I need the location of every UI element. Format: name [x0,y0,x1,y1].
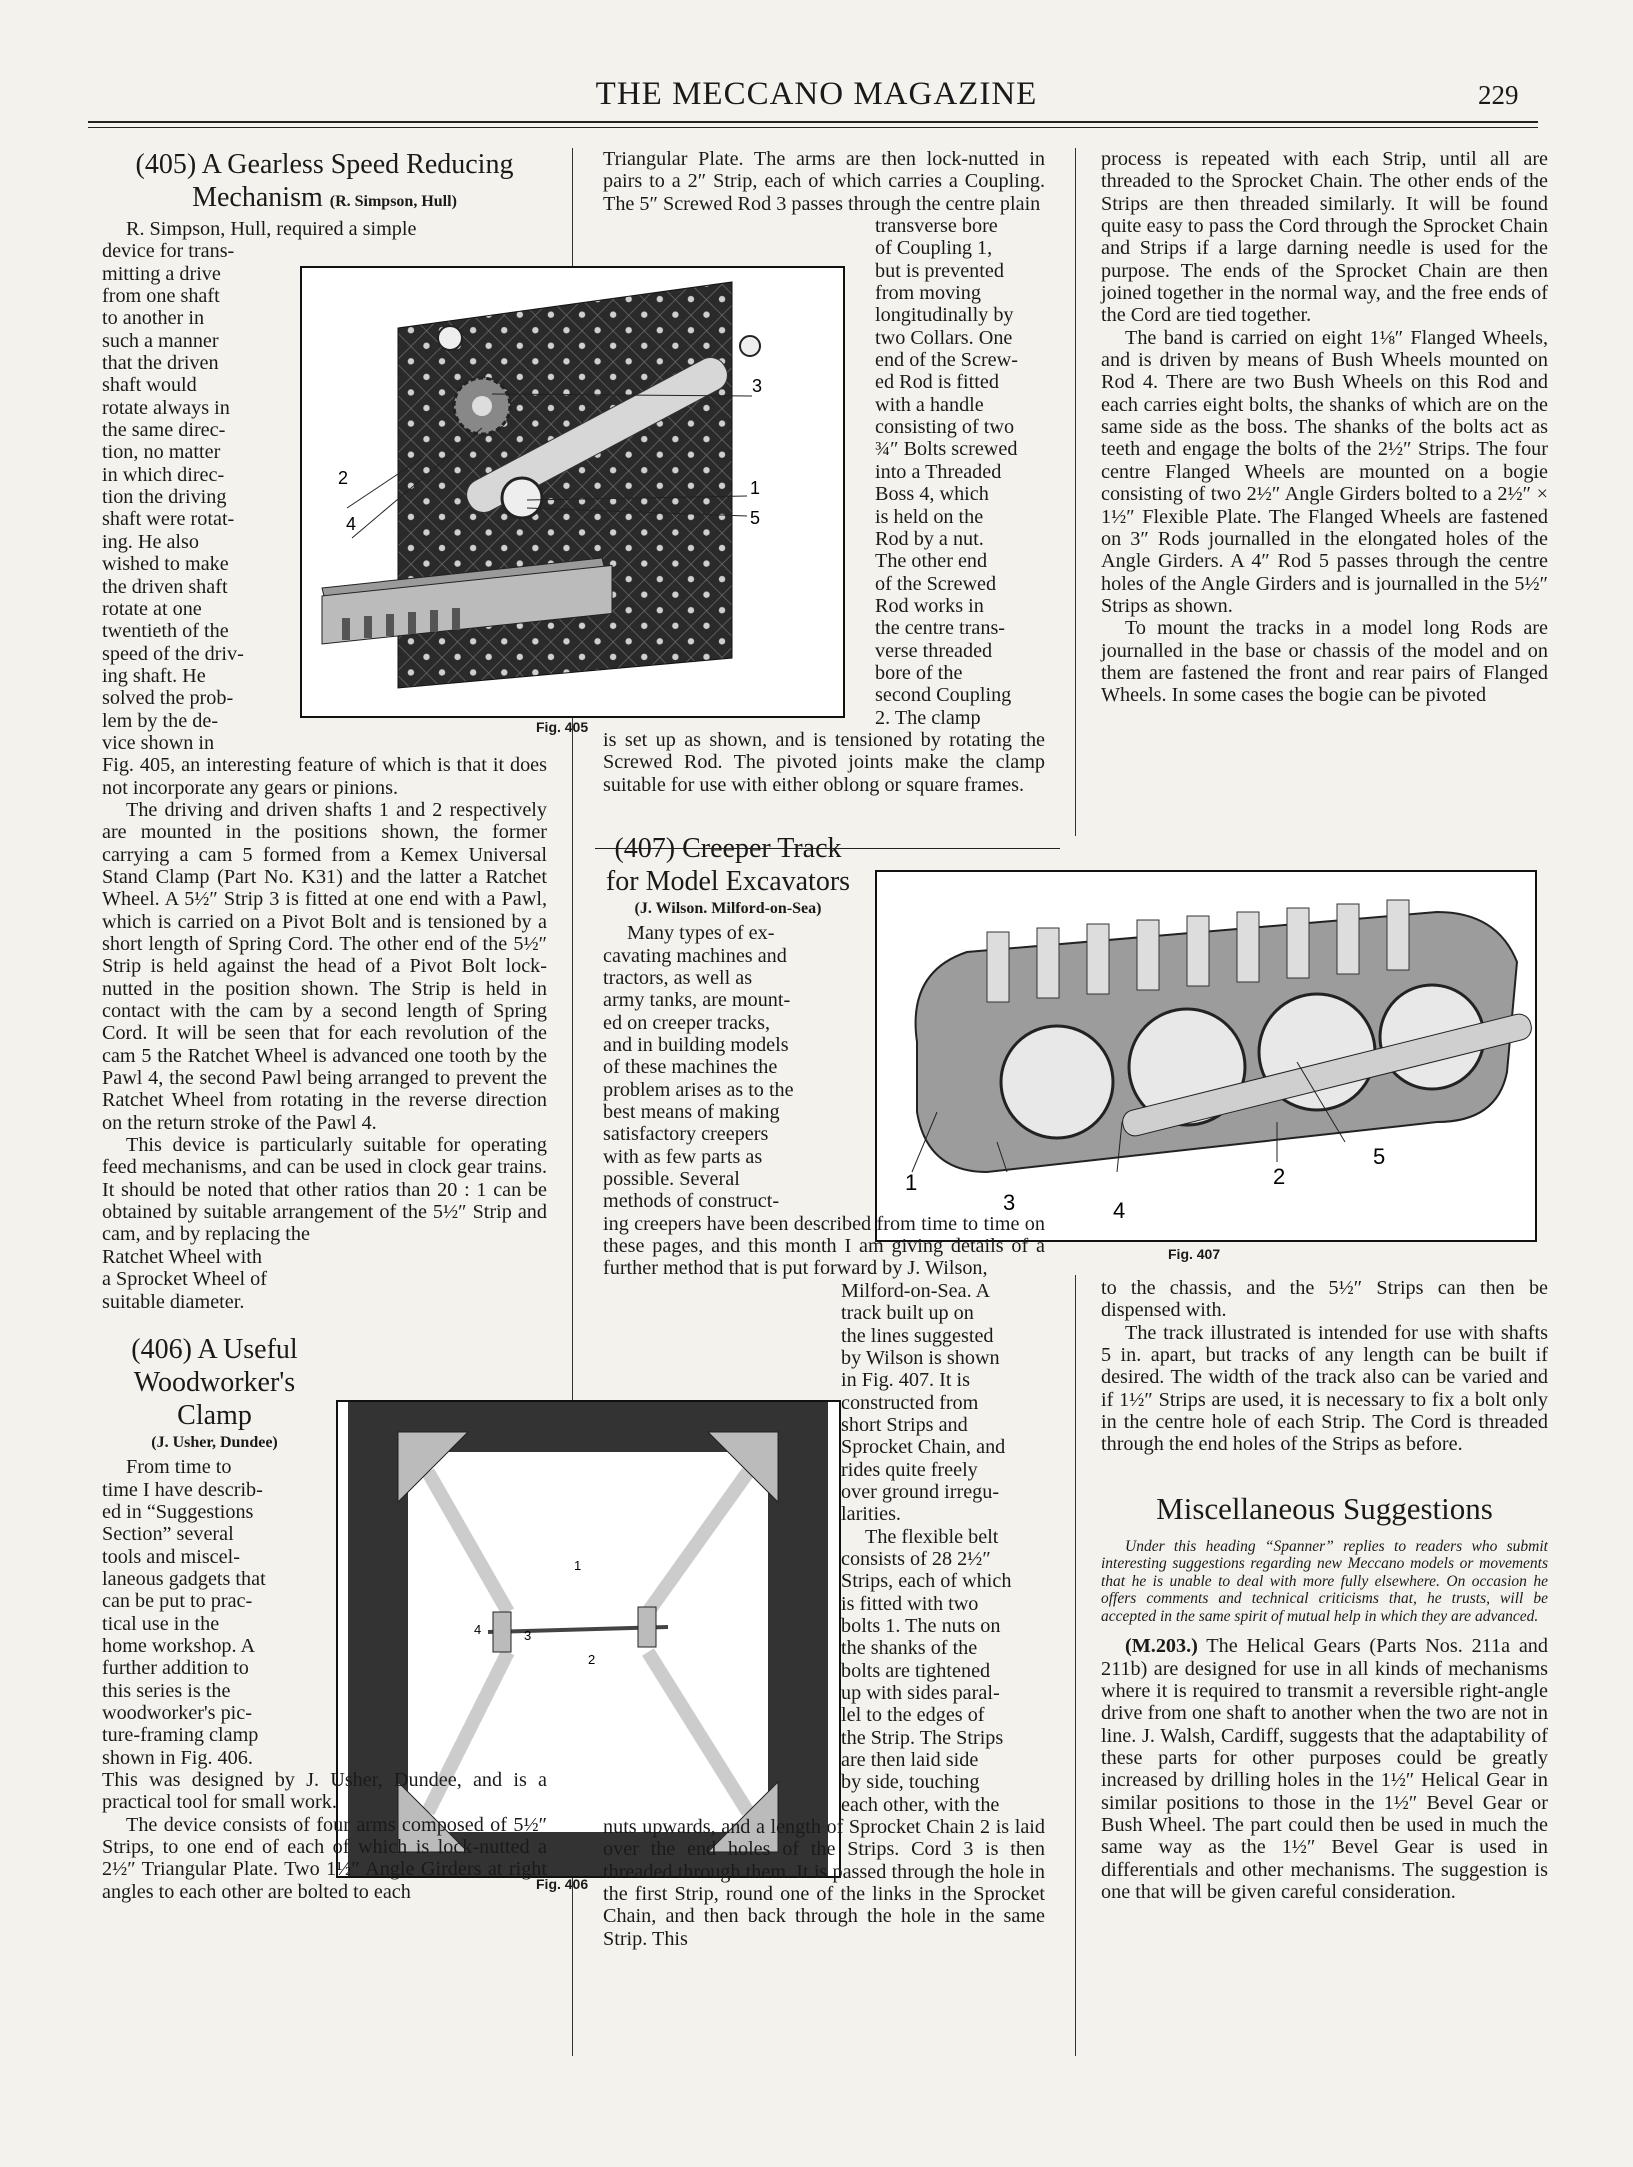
line: ¾″ Bolts screwed [875,438,1018,461]
misc-code: (M.203.) [1125,1635,1198,1658]
line: 2. The clamp [875,706,981,729]
line: the same direc- [102,419,226,442]
line: with as few parts as [603,1145,763,1168]
header-rule-thin [88,127,1538,128]
misc-suggestions-heading: Miscellaneous Suggestions [1156,1490,1493,1526]
line: is held on the [875,505,984,528]
line: shaft would [102,374,197,397]
fig405-label-5: 5 [750,508,761,528]
line: in Fig. 407. It is [841,1369,970,1392]
line: wished to make [102,553,229,576]
fig406-caption: Fig. 406 [536,1876,589,1892]
line: verse threaded [875,639,993,662]
line: rides quite freely [841,1458,978,1481]
line: further addition to [102,1657,249,1680]
section-406 [102,1333,327,1769]
para-406-rest: This was designed by J. Usher, Dundee, and is a practical tool for small work. [102,1769,547,1814]
line: is fitted with two [841,1592,979,1615]
fig405-label-3: 3 [752,376,763,396]
line: transverse bore [875,215,998,238]
para-407-chassis: to the chassis, and the 5½″ Strips can then be dispensed with. [1101,1277,1548,1322]
line: such a manner [102,329,219,352]
line: that the driven [102,352,219,375]
column-3-bottom [1101,1277,1548,1903]
para-405-3: This device is particularly suitable for operating feed mechanisms, and can be used in clock gear trains. It should be noted that other ratios than 20 : 1 can be obtained by suitable arrangement of the 5½″ Strip and cam, and by replacing the [102,1134,547,1246]
line: lem by the de- [102,709,219,732]
line: ed on creeper tracks, [603,1011,771,1034]
fig407-caption: Fig. 407 [1168,1246,1221,1262]
line: best means of making [603,1101,780,1124]
line: by side, touching [841,1771,980,1794]
line: laneous gadgets that [102,1567,266,1590]
line: in which direc- [102,463,225,486]
section-407 [603,832,853,1213]
line: of Coupling 1, [875,237,993,260]
line: with a handle [875,393,984,416]
line: Milford-on-Sea. A [841,1279,991,1302]
line: suitable diameter. [102,1290,245,1313]
line: consists of 28 2½″ [841,1547,991,1570]
line: can be put to prac- [102,1590,253,1613]
line: methods of construct- [603,1190,780,1213]
line: rotate always in [102,396,230,419]
line: satisfactory creepers [603,1123,769,1146]
para-405-2: The driving and driven shafts 1 and 2 respectively are mounted in the positions shown, the former carrying a cam 5 formed from a Kemex Universal Stand Clamp (Part No. K31) and the latter a Ratchet Wheel. A 5½″ Strip 3 is fitted at one end with a Pawl, which is carried on a Pivot Bolt and is tensioned by a short length of Spring Cord. The other end of the 5½″ Strip is held against the head of a Pivot Bolt lock-nutted in the position shown. The Strip is held in contact with the cam by a second length of Spring Cord. It will be seen that for each revolution of the cam 5 the Ratchet Wheel is advanced one tooth by the Pawl 4, the second Pawl being arranged to prevent the Ratchet Wheel from rotating in the reverse direction on the return stroke of the Pawl 4. [102,798,547,1134]
line: are then laid side [841,1749,979,1772]
heading-407: (407) Creeper Track for Model Excavators [605,832,851,897]
para-407-track: The track illustrated is intended for use with shafts 5 in. apart, but tracks of any length can be built if desired. The width of the track also can be varied and if 1½″ Strips are used, it is necessary to fix a bolt only in the centre hole of each Strip. The Cord is threaded through the end holes of the Strips as before. [1101,1321,1548,1456]
line: lel to the edges of [841,1704,985,1727]
line: From time to [126,1456,232,1479]
line: up with sides paral- [841,1682,1000,1704]
para-406-end: is set up as shown, and is tensioned by rotating the Screwed Rod. The pivoted joints make the clamp suitable for use with either oblong or square frames. [603,728,1045,796]
line: The other end [875,550,988,573]
line: cavating machines and [603,944,787,967]
fig406-label-2: 2 [588,1652,596,1667]
fig405-caption: Fig. 405 [536,719,589,735]
line: ing. He also [102,530,199,553]
line: the shanks of the [841,1637,978,1660]
line: short Strips and [841,1413,968,1436]
line: ing shaft. He [102,664,206,687]
para-407-full: ing creepers have been described from time to time on these pages, and this month I am giving details of a further method that is put forward by J. Wilson, [603,1212,1045,1280]
heading-405-text: (405) A Gearless Speed Reducing Mechanism [135,149,514,213]
line: consisting of two [875,416,1015,439]
line: rotate at one [102,597,202,620]
para-406-2: The device consists of four arms composed of 5½″ Strips, to one end of each of which is lock-nutted a 2½″ Triangular Plate. Two 1½″ Angle Girders at right angles to each other are bolted to each [102,1813,547,1903]
line: to another in [102,307,205,330]
para-407-mount: To mount the tracks in a model long Rods are journalled in the base or chassis of the model and on them are fastened the front and rear pairs of Flanged Wheels. In some cases the bogie can be pivoted [1101,617,1548,707]
heading-406: (406) A Useful Woodworker's Clamp [131,1333,298,1431]
line: tion the driving [102,486,227,509]
byline-407: (J. Wilson. Milford-on-Sea) [634,899,822,917]
line: army tanks, are mount- [603,989,791,1012]
line: ture-framing clamp [102,1724,259,1747]
para-407-rest: nuts upwards, and a length of Sprocket Chain 2 is laid over the end holes of the Strips. Cord 3 is then threaded through them. It is passed through the hole in the first Strip, round one of the links in the Sprocket Chain, and then back through the hole in the same Strip. This [603,1816,1045,1950]
para-406-cont-narrow [875,215,1045,729]
line: from one shaft [102,285,220,308]
magazine-title: THE MECCANO MAGAZINE [595,76,1038,112]
para-405-intro: R. Simpson, Hull, required a simple [126,218,417,240]
line: end of the Screw- [875,349,1018,372]
byline-406: (J. Usher, Dundee) [151,1433,278,1451]
line: two Collars. One [875,326,1013,349]
line: Strips, each of which [841,1570,1012,1593]
line: solved the prob- [102,687,234,710]
line: of the Screwed [875,572,997,595]
fig407-label-3: 3 [1003,1190,1016,1215]
line: speed of the driv- [102,642,244,665]
line: over ground irregu- [841,1480,1000,1503]
line: each other, with the [841,1793,1000,1816]
line: constructed from [841,1391,979,1414]
line: bore of the [875,661,963,684]
line: shown in Fig. 406. [102,1746,253,1769]
line: Many types of ex- [627,922,775,945]
line: tractors, as well as [603,967,753,989]
fig406-label-3: 3 [524,1628,532,1643]
line: shaft were rotat- [102,508,235,531]
para-407-band: The band is carried on eight 1⅛″ Flanged Wheels, and is driven by means of Bush Wheels mounted on Rod 4. There are two Bush Wheels on this Rod and each carries eight bolts, the shanks of which are on the same side as the boss. The shanks of the bolts act as teeth and engage the bolts of the 2½″ Strips. The four centre Flanged Wheels are mounted on a bogie consisting of two 2½″ Angle Girders bolted to a 2½″ × 1½″ Flexible Plate. The Flanged Wheels are fastened on 3″ Rods journalled in the elongated holes of the Angle Girders. A 4″ Rod 5 passes through the centre holes of the Angle Girders and is journalled in the 5½″ Strips as shown. [1101,326,1548,617]
line: time I have describ- [102,1478,263,1501]
column-divider-2 [1075,148,1076,836]
line: ed in “Suggestions [102,1500,254,1523]
line: bolts 1. The nuts on [841,1614,1001,1637]
fig405-label-2: 2 [338,468,349,488]
misc-intro: Under this heading “Spanner” replies to readers who submit interesting suggestions regarding new Meccano models or movements that he is unable to deal with more fully elsewhere. On occasion he offers comments and technical criticisms that, he trusts, will be accepted in the same spirit of mutual help in which they are advanced. [1101,1537,1548,1625]
fig406-label-4: 4 [474,1622,482,1637]
line: home workshop. A [102,1634,256,1657]
line: longitudinally by [875,304,1014,327]
para-407-cont: process is repeated with each Strip, until all are threaded to the Sprocket Chain. The other ends of the Strips are then threaded similarly. It will be found quite easy to pass the Cord through the Sprocket Chain and Strips if a large darning needle is used for the purpose. The ends of the Sprocket Chain are then joined together in the normal way, and the free ends of the Cord are tied together. [1101,148,1548,327]
line: problem arises as to the [603,1078,794,1101]
line: Ratchet Wheel with [102,1245,262,1268]
page-number: 229 [1478,80,1519,110]
line: twentieth of the [102,620,229,643]
header-rule [88,121,1538,123]
line: but is prevented [875,259,1004,282]
fig407-label-2: 2 [1273,1164,1286,1189]
line: vice shown in [102,731,215,754]
column-3-top [1101,148,1548,707]
line: the lines suggested [841,1324,994,1347]
line: Rod works in [875,594,984,617]
line: ed Rod is fitted [875,371,999,394]
line: mitting a drive [102,262,221,285]
heading-405 [102,148,547,218]
line: from moving [875,282,981,305]
line: tion, no matter [102,441,221,464]
fig406-label-1: 1 [574,1558,582,1573]
byline-405: (R. Simpson, Hull) [329,193,457,210]
fig405-label-1: 1 [750,478,761,498]
line: a Sprocket Wheel of [102,1268,267,1291]
para-405-rest: Fig. 405, an interesting feature of which is that it does not incorporate any gears or pinions. [102,754,547,799]
para-406-cont: Triangular Plate. The arms are then lock-nutted in pairs to a 2″ Strip, each of which carries a Coupling. The 5″ Screwed Rod 3 passes through the centre plain [603,148,1045,215]
line: The flexible belt [865,1525,999,1548]
misc-m203 [1101,1635,1548,1903]
line: larities. [841,1503,901,1526]
line: possible. Several [603,1168,740,1191]
para-407-narrow2 [841,1280,1045,1816]
line: Boss 4, which [875,483,989,506]
line: Rod by a nut. [875,527,984,550]
line: of these machines the [603,1056,778,1079]
para-405-3-narrow [102,1246,334,1313]
fig407-label-5: 5 [1373,1144,1386,1169]
line: track built up on [841,1302,974,1325]
line: the centre trans- [875,617,1006,640]
fig407-label-1: 1 [905,1170,918,1195]
line: by Wilson is shown [841,1346,1000,1369]
para-405-narrow [102,240,277,754]
line: tical use in the [102,1612,220,1635]
fig405-label-4: 4 [346,514,357,534]
line: Sprocket Chain, and [841,1436,1006,1459]
line: the Strip. The Strips [841,1726,1004,1749]
line: device for trans- [102,240,235,263]
line: and in building models [603,1034,789,1057]
column-divider-2b [1075,1275,1076,2056]
line: bolts are tightened [841,1659,991,1682]
fig407-label-4: 4 [1113,1198,1126,1223]
line: Section” several [102,1523,234,1546]
line: second Coupling [875,684,1012,707]
column-1 [102,148,547,1903]
line: into a Threaded [875,460,1002,483]
misc-text: The Helical Gears (Parts Nos. 211a and 211b) are designed for use in all kinds of mechanisms where it is required to transmit a reversible right-angle drive from one shaft to another when the two are not in line. J. Walsh, Cardiff, suggests that the adaptability of these parts for other purposes could be greatly increased by drilling holes in the 1½″ Helical Gear in similar positions to those in the 1½″ Bevel Gear or Bush Wheel. The part could then be used in much the same way as the 1½″ Bevel Gear is used in differentials and other mechanisms. The suggestion is one that will be given careful consideration. [1101,1635,1548,1904]
line: this series is the [102,1679,231,1702]
column-2 [603,148,1045,1950]
line: tools and miscel- [102,1545,240,1568]
line: woodworker's pic- [102,1701,252,1724]
line: the driven shaft [102,575,228,598]
